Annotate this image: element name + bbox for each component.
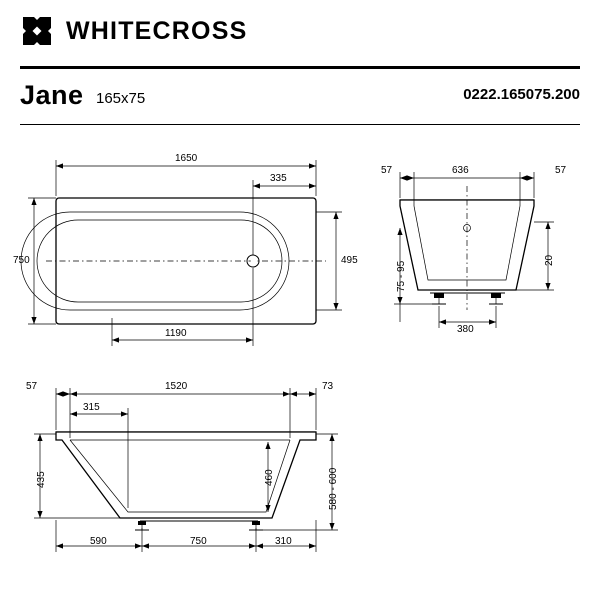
dim-inner-width: 495: [341, 255, 358, 266]
dim-section-inner-top-width: 636: [452, 165, 469, 176]
dim-front-top-offset: 315: [83, 402, 100, 413]
product-size: 165x75: [96, 90, 146, 107]
dim-foot-left: 590: [90, 536, 107, 547]
dim-rim-thickness: 20: [544, 254, 555, 266]
dim-overall-width: 750: [13, 255, 30, 266]
dim-front-left-flange: 57: [26, 381, 38, 392]
brand-name: WHITECROSS: [66, 16, 248, 45]
dim-foot-span: 380: [457, 324, 474, 335]
dim-section-right-flange: 57: [555, 165, 567, 176]
dim-drain-offset: 335: [270, 173, 287, 184]
dim-foot-mid: 750: [190, 536, 207, 547]
page-title: Jane: [20, 80, 84, 110]
dim-inner-length: 1190: [165, 328, 187, 339]
dim-overall-length: 1650: [175, 153, 198, 164]
dim-front-height: 435: [36, 471, 47, 488]
article-code: 0222.165075.200: [463, 86, 580, 103]
dim-foot-right: 310: [275, 536, 292, 547]
dim-front-right-flange: 73: [322, 381, 334, 392]
dim-leg-height: 75 - 95: [396, 260, 407, 292]
dim-front-inner-depth: 460: [264, 469, 275, 486]
dim-section-left-flange: 57: [381, 165, 393, 176]
dim-front-total-height: 580 - 600: [328, 467, 339, 510]
dim-front-inner-length: 1520: [165, 381, 188, 392]
